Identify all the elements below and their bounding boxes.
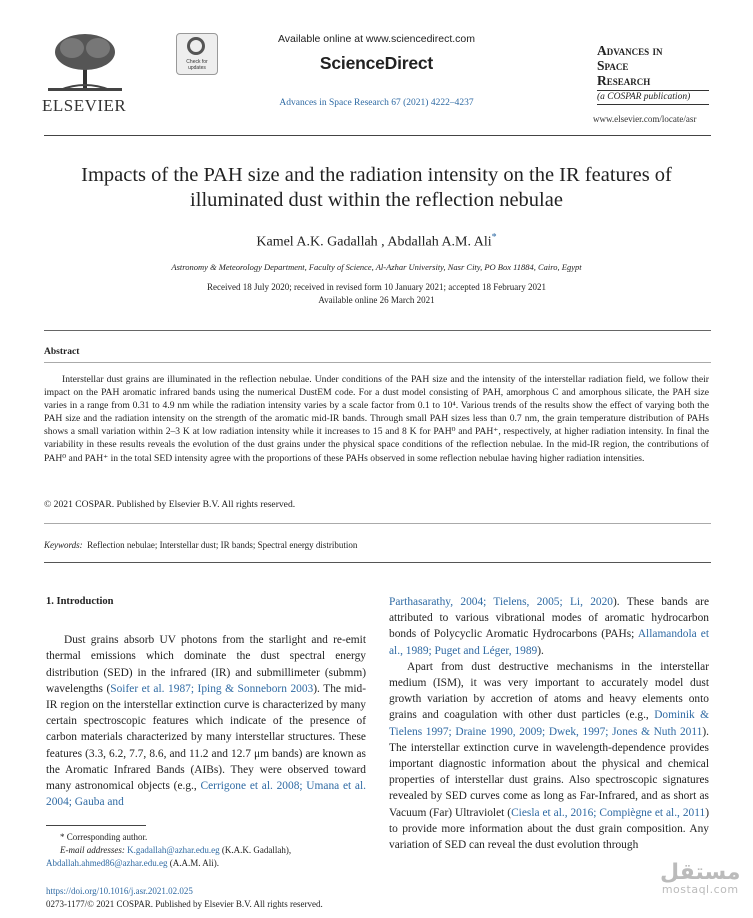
body-divider (44, 562, 711, 563)
intro-text: ). These bands are attributed to various vibrational modes of aromatic hydrocarbon bonds of Polycyclic Aromatic Hydrocarbons (PAHs; (389, 596, 710, 641)
citation-link[interactable]: Cerrigone et al. 2008; Umana et al. 2004; Gauba and (46, 780, 366, 809)
keywords-divider (44, 523, 711, 524)
available-date: Available online 26 March 2021 (318, 295, 435, 305)
intro-paragraph-1-cont (389, 594, 709, 659)
footnote (46, 831, 366, 870)
intro-text: Dust grains absorb UV photons from the starlight and re-emit thermal emissions which dominate the dust spectral energy distribution (SED) in the infrared (IR) and submillimeter (submm) wavelengths ( (46, 634, 366, 695)
abstract-copyright: © 2021 COSPAR. Published by Elsevier B.V. All rights reserved. (44, 499, 296, 510)
journal-url[interactable]: www.elsevier.com/locate/asr (593, 114, 697, 124)
email-owner-1: (K.A.K. Gadallah), (221, 845, 292, 855)
intro-text: ) to provide more information about the dust grain composition. Any variation of SED can reveal the dust evolution through (389, 806, 710, 852)
email-line-2 (46, 858, 219, 868)
intro-text: Apart from dust destructive mechanisms in the interstellar medium (ISM), it was very important to accurately model dust growth variation by accretion of atoms and heavy elements onto grains and coagulation with other dust particles (e.g., (389, 660, 709, 722)
watermark-arabic: مستقل (660, 860, 741, 885)
corresponding-author-note: * Corresponding author. (60, 832, 148, 842)
citation-link[interactable]: Allamandola et al., 1989; Puget and Léger, 1989 (389, 628, 709, 657)
article-dates (0, 281, 753, 307)
article-title: Impacts of the PAH size and the radiation intensity on the IR features of illuminated dust within the reflection nebulae (81, 164, 672, 211)
issn-copyright: 0273-1177/© 2021 COSPAR. Published by Elsevier B.V. All rights reserved. (46, 899, 323, 909)
journal-title-line3: Research (597, 73, 651, 88)
keywords-label: Keywords: (44, 540, 83, 550)
email-line (46, 844, 366, 857)
publisher-name: ELSEVIER (42, 96, 127, 115)
intro-paragraph-2 (389, 659, 709, 853)
email-owner-2: (A.A.M. Ali). (169, 858, 219, 868)
email-label: E-mail addresses: (60, 845, 125, 855)
keywords-list: Reflection nebulae; Interstellar dust; IR bands; Spectral energy distribution (87, 540, 358, 550)
section-heading-introduction: 1. Introduction (46, 596, 114, 607)
abstract-divider (44, 362, 711, 363)
author-names: Kamel A.K. Gadallah , Abdallah A.M. Ali (256, 234, 492, 250)
journal-divider (597, 90, 709, 91)
left-column (46, 594, 366, 810)
intro-text: ). The interstellar extinction curve in wavelength-dependence provides important diagnostic information about the physical and chemical properties of interstellar dust grains. Also spectroscopic signatures revealed by SED curves come as long as Far-Infrared, and as short as Vacuum (Far) Ultraviolet ( (389, 725, 709, 819)
journal-subtitle: (a COSPAR publication) (597, 92, 691, 102)
header-divider (44, 135, 711, 136)
title-divider (44, 330, 711, 331)
journal-reference-link[interactable]: Advances in Space Research 67 (2021) 4222–4237 (279, 98, 474, 108)
author-line (0, 232, 753, 251)
email-link-1[interactable]: K.gadallah@azhar.edu.eg (127, 845, 220, 855)
abstract-heading: Abstract (44, 347, 80, 357)
footnote-divider (46, 825, 146, 826)
available-online-line: Available online at www.sciencedirect.com (277, 33, 476, 45)
watermark (660, 862, 740, 896)
keywords (44, 540, 357, 550)
corresponding-author-marker[interactable]: * (491, 232, 497, 243)
intro-text: ). The mid-IR region on the interstellar extinction curve is characterized by many certain spectroscopic features which indicate of the presence of carbon materials characterized by many interstellar structures. These features (3.3, 6.2, 7.7, 8.6, and 11.2 and 12.7 μm bands) are known as the Aromatic Infrared Bands (AIBs). They were observed toward many astronomical objects (e.g., (46, 682, 367, 793)
journal-divider (597, 104, 709, 105)
received-dates: Received 18 July 2020; received in revised form 10 January 2021; accepted 18 February 2021 (207, 282, 546, 292)
check-updates-label: Check for updates (186, 59, 208, 71)
watermark-latin: mostaql.com (661, 883, 739, 896)
right-column (389, 594, 709, 853)
doi-link[interactable]: https://doi.org/10.1016/j.asr.2021.02.025 (46, 886, 193, 896)
intro-text: ). (537, 644, 544, 657)
intro-paragraph-1 (46, 632, 366, 810)
sciencedirect-brand: ScienceDirect (319, 53, 434, 73)
journal-title (597, 43, 662, 88)
abstract-text: Interstellar dust grains are illuminated in the reflection nebulae. Under conditions of the PAH size and the intensity of the interstellar radiation field, we follow their impact on the PAH aromatic infrared bands using the numerical DustEM code. For a dust model consisting of PAH, amorphous C and amorphous silicate, the PAH size varies in a range from 0.31 to 4.9 nm while the radiation intensity varies by a scale factor from 0.1 to 10⁴. Various trends of the results show the effect of varying both the PAH size and the radiation intensity on the strength of the aromatic mid-IR bands. Through small PAH sizes less than 0.7 nm, the grain temperature distribution of PAHs shows a small variation within 2–3 K at low radiation intensity while it increases to 15 and 8 K for PAH⁰ and PAH⁺, respectively, at higher radiation intensity. In final the variability in these results reveals the evolution of the dust grains under the physical space conditions of the reflection nebulae. In the mid-IR region, the contributions of PAH⁰ and PAH⁺ in the total SED intensity agree with the proportions of these PAHs observed in some reflection nebulae having higher radiation intensities. (44, 374, 709, 464)
citation-link[interactable]: Dominik & Tielens 1997; Draine 1990, 2009; Dwek, 1997; Jones & Nuth 2011 (389, 709, 709, 738)
citation-link[interactable]: Parthasarathy, 2004; Tielens, 2005; Li, 2020 (389, 596, 613, 608)
citation-link[interactable]: Ciesla et al., 2016; Compiègne et al., 2011 (511, 806, 706, 819)
citation-link[interactable]: Soifer et al. 1987; Iping & Sonneborn 2003 (110, 682, 314, 695)
journal-title-line2: Space (597, 58, 629, 73)
affiliation: Astronomy & Meteorology Department, Faculty of Science, Al-Azhar University, Nasr City, PO Box 11884, Cairo, Egypt (171, 262, 582, 272)
journal-title-line1: Advances in (597, 43, 663, 58)
email-link-2[interactable]: Abdallah.ahmed86@azhar.edu.eg (46, 858, 168, 868)
